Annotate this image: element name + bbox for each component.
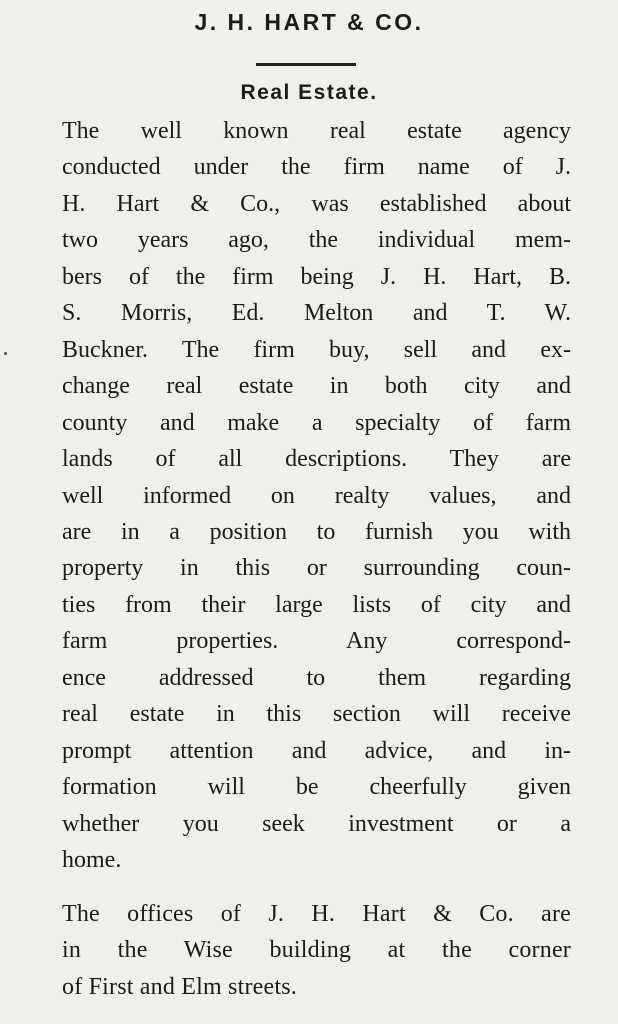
paragraph-line: bers of the firm being J. H. Hart, B.: [62, 263, 571, 290]
paragraph-line: whether you seek investment or a: [62, 810, 571, 837]
paragraph-line: The offices of J. H. Hart & Co. are: [62, 901, 571, 927]
body-paragraph-2: [31, 896, 571, 1005]
paragraph-line: prompt attention and advice, and in-: [62, 737, 571, 764]
heading-divider: [256, 63, 356, 66]
paragraph-line: lands of all descriptions. They are: [62, 446, 571, 473]
paragraph-line: Buckner. The firm buy, sell and ex-: [62, 336, 571, 363]
paragraph-line: in the Wise building at the corner: [62, 937, 571, 964]
paragraph-line: farm properties. Any correspond-: [62, 628, 571, 655]
section-title: Real Estate.: [240, 81, 378, 104]
paragraph-line: two years ago, the individual mem-: [62, 227, 571, 254]
firm-name-heading: J. H. HART & CO.: [194, 9, 424, 35]
paragraph-line: formation will be cheerfully given: [62, 774, 571, 801]
paragraph-line: ties from their large lists of city and: [62, 591, 571, 618]
paragraph-line: county and make a specialty of farm: [62, 409, 571, 436]
paragraph-line: S. Morris, Ed. Melton and T. W.: [62, 300, 571, 327]
paragraph-line: home.: [62, 847, 122, 874]
paragraph-line: H. Hart & Co., was established about: [62, 190, 571, 217]
body-paragraph-1: [31, 113, 571, 879]
paragraph-line: change real estate in both city and: [62, 373, 571, 400]
paragraph-line: of First and Elm streets.: [62, 973, 297, 1000]
paragraph-line: The well known real estate agency: [62, 118, 571, 144]
paragraph-line: well informed on realty values, and: [62, 482, 571, 509]
paragraph-line: ence addressed to them regarding: [62, 664, 571, 691]
paragraph-line: property in this or surrounding coun-: [62, 555, 571, 582]
paragraph-line: real estate in this section will receive: [62, 701, 571, 728]
paragraph-line: conducted under the firm name of J.: [62, 154, 571, 181]
margin-speck: [4, 352, 7, 355]
paragraph-line: are in a position to furnish you with: [62, 518, 571, 545]
